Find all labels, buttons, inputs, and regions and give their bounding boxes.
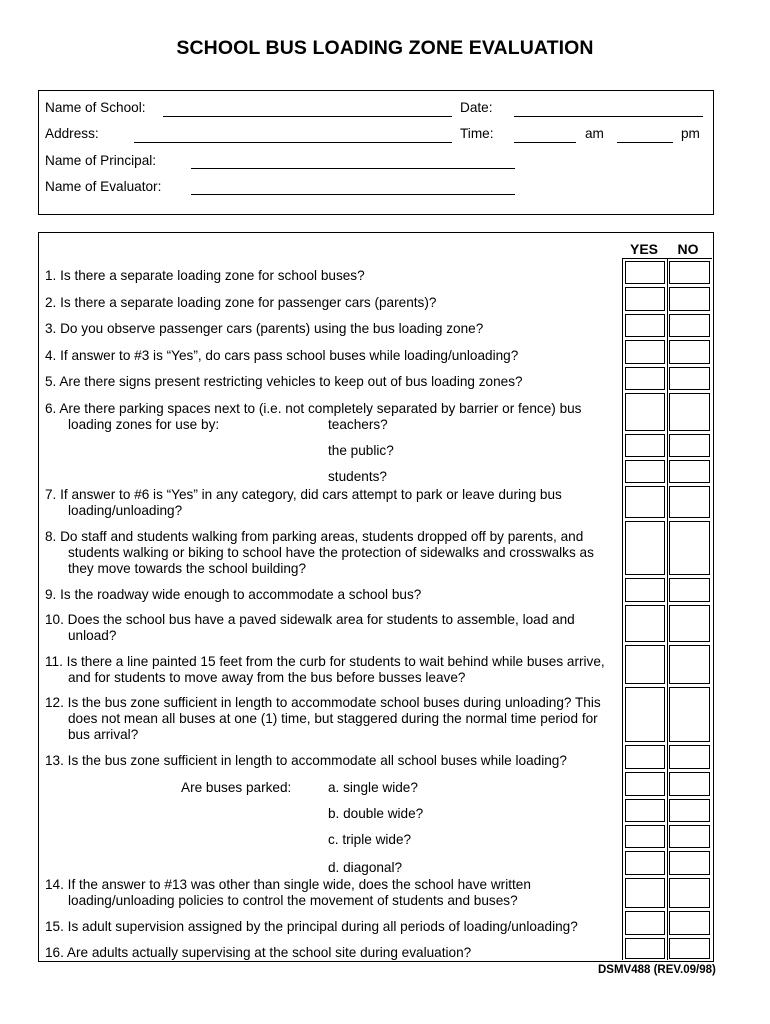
- question-13-c: c. triple wide?: [328, 832, 412, 847]
- answer-cell-yes[interactable]: [625, 367, 665, 390]
- question-13-b: b. double wide?: [328, 806, 424, 821]
- evaluator-field[interactable]: [191, 194, 515, 195]
- answer-cell-no[interactable]: [669, 911, 710, 935]
- school-field[interactable]: [163, 116, 452, 117]
- address-field[interactable]: [134, 142, 452, 143]
- time-label: Time:: [460, 126, 494, 141]
- question-15: 15. Is adult supervision assigned by the principal during all periods of loading/unloading?: [45, 919, 578, 934]
- answer-cell-yes[interactable]: [625, 938, 665, 959]
- answer-cell-yes[interactable]: [625, 393, 665, 431]
- question-8-line-1: 8. Do staff and students walking from parking areas, students dropped off by parents, and: [45, 529, 584, 544]
- answer-cell-no[interactable]: [669, 605, 710, 642]
- question-12-line-1: 12. Is the bus zone sufficient in length to accommodate school buses during unloading? This: [45, 695, 601, 710]
- question-6-line-2: loading zones for use by:: [68, 417, 220, 432]
- answer-cell-no[interactable]: [669, 825, 710, 848]
- answer-cell-no[interactable]: [669, 938, 710, 959]
- answer-cell-yes[interactable]: [625, 521, 665, 575]
- answer-cell-no[interactable]: [669, 645, 710, 684]
- am-label: am: [585, 126, 604, 141]
- answer-cell-yes[interactable]: [625, 486, 665, 518]
- question-6-line-1: 6. Are there parking spaces next to (i.e. not completely separated by barrier or fence) bus: [45, 401, 582, 416]
- no-header: NO: [677, 241, 699, 257]
- answer-cell-no[interactable]: [669, 878, 710, 908]
- question-9: 9. Is the roadway wide enough to accommodate a school bus?: [45, 587, 422, 602]
- question-13: 13. Is the bus zone sufficient in length to accommodate all school buses while loading?: [45, 753, 567, 768]
- question-13-a: a. single wide?: [328, 780, 418, 795]
- answer-cell-no[interactable]: [669, 367, 710, 390]
- answer-cell-yes[interactable]: [625, 745, 665, 769]
- school-label: Name of School:: [45, 100, 146, 115]
- answer-cell-yes[interactable]: [625, 772, 665, 796]
- question-13-d: d. diagonal?: [328, 860, 403, 875]
- question-5: 5. Are there signs present restricting vehicles to keep out of bus loading zones?: [45, 374, 523, 389]
- answer-cell-yes[interactable]: [625, 314, 665, 337]
- answer-cell-no[interactable]: [669, 578, 710, 602]
- answer-cell-no[interactable]: [669, 261, 710, 284]
- question-4: 4. If answer to #3 is “Yes”, do cars pass school buses while loading/unloading?: [45, 348, 519, 363]
- answer-cell-no[interactable]: [669, 340, 710, 364]
- answer-cell-yes[interactable]: [625, 460, 665, 483]
- answer-cell-yes[interactable]: [625, 878, 665, 908]
- answer-cell-yes[interactable]: [625, 261, 665, 284]
- answer-cell-yes[interactable]: [625, 825, 665, 848]
- question-6-teachers: teachers?: [328, 417, 388, 432]
- principal-field[interactable]: [191, 168, 515, 169]
- question-1: 1. Is there a separate loading zone for school buses?: [45, 268, 365, 283]
- question-13-parked: Are buses parked:: [181, 780, 292, 795]
- question-16: 16. Are adults actually supervising at the school site during evaluation?: [45, 945, 472, 960]
- yes-column-border: [622, 259, 623, 960]
- question-6-students: students?: [328, 469, 387, 484]
- answer-cell-no[interactable]: [669, 851, 710, 875]
- answer-cell-no[interactable]: [669, 521, 710, 575]
- yes-header: YES: [629, 241, 658, 257]
- question-8-line-3: they move towards the school building?: [68, 561, 307, 576]
- question-7-line-2: loading/unloading?: [68, 503, 183, 518]
- time-pm-field[interactable]: [617, 142, 673, 143]
- answer-cell-no[interactable]: [669, 434, 710, 457]
- question-14-line-1: 14. If the answer to #13 was other than single wide, does the school have written: [45, 877, 531, 892]
- principal-label: Name of Principal:: [45, 153, 157, 168]
- form-id: DSMV488 (REV.09/98): [598, 964, 716, 976]
- question-11-line-2: and for students to move away from the bus before busses leave?: [68, 670, 466, 685]
- answer-cell-yes[interactable]: [625, 911, 665, 935]
- date-field[interactable]: [514, 116, 703, 117]
- answer-cell-no[interactable]: [669, 772, 710, 796]
- answer-cell-yes[interactable]: [625, 434, 665, 457]
- answer-cell-no[interactable]: [669, 486, 710, 518]
- answer-cell-yes[interactable]: [625, 799, 665, 822]
- question-8-line-2: students walking or biking to school have the protection of sidewalks and crosswalks as: [68, 545, 594, 560]
- question-14-line-2: loading/unloading policies to control the movement of students and buses?: [68, 893, 518, 908]
- question-11-line-1: 11. Is there a line painted 15 feet from the curb for students to wait behind while buses arrive,: [45, 654, 605, 669]
- answer-cell-yes[interactable]: [625, 645, 665, 684]
- no-column-border: [667, 259, 668, 960]
- date-label: Date:: [460, 100, 493, 115]
- question-3: 3. Do you observe passenger cars (parents) using the bus loading zone?: [45, 321, 484, 336]
- question-12-line-2: does not mean all buses at one (1) time, but staggered during the normal time period for: [68, 711, 598, 726]
- question-10-line-2: unload?: [68, 628, 117, 643]
- question-7-line-1: 7. If answer to #6 is “Yes” in any category, did cars attempt to park or leave during bus: [45, 487, 562, 502]
- answer-cell-no[interactable]: [669, 799, 710, 822]
- evaluator-label: Name of Evaluator:: [45, 179, 162, 194]
- answer-cell-yes[interactable]: [625, 340, 665, 364]
- question-10-line-1: 10. Does the school bus have a paved sidewalk area for students to assemble, load and: [45, 612, 575, 627]
- answer-cell-no[interactable]: [669, 460, 710, 483]
- address-label: Address:: [45, 126, 99, 141]
- question-2: 2. Is there a separate loading zone for passenger cars (parents)?: [45, 295, 437, 310]
- pm-label: pm: [681, 126, 700, 141]
- answer-cell-yes[interactable]: [625, 687, 665, 742]
- answer-cell-yes[interactable]: [625, 578, 665, 602]
- form-title: SCHOOL BUS LOADING ZONE EVALUATION: [176, 37, 594, 59]
- question-6-public: the public?: [328, 443, 394, 458]
- answer-cell-yes[interactable]: [625, 287, 665, 311]
- time-am-field[interactable]: [514, 142, 576, 143]
- answer-cell-yes[interactable]: [625, 605, 665, 642]
- question-12-line-3: bus arrival?: [68, 727, 139, 742]
- answer-cell-yes[interactable]: [625, 851, 665, 875]
- answer-cell-no[interactable]: [669, 287, 710, 311]
- answer-cell-no[interactable]: [669, 745, 710, 769]
- answer-cell-no[interactable]: [669, 314, 710, 337]
- answer-cell-no[interactable]: [669, 393, 710, 431]
- answer-cell-no[interactable]: [669, 687, 710, 742]
